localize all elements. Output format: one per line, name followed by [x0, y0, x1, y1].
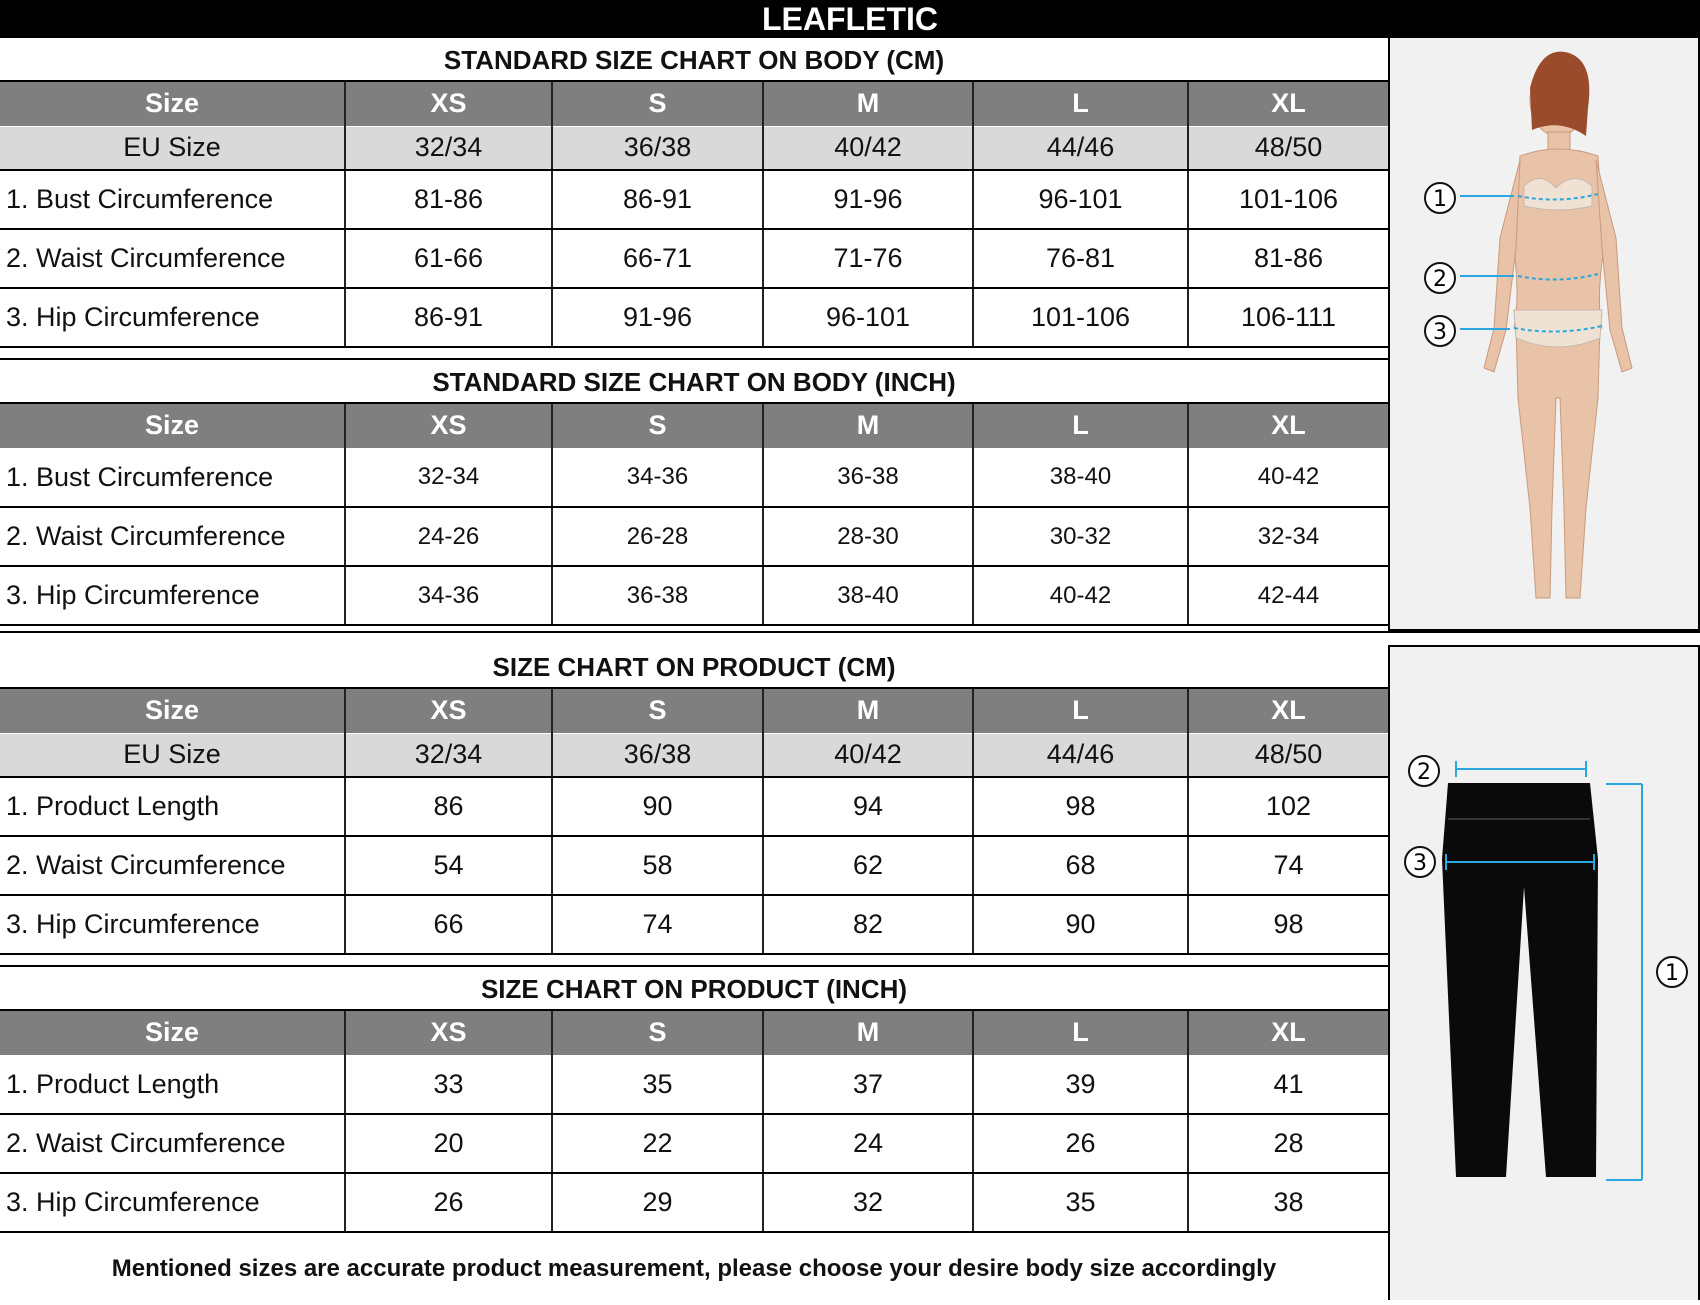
table-cell: 36-38	[552, 566, 763, 625]
header-cell: XL	[1188, 82, 1388, 126]
header-cell: XS	[345, 1011, 552, 1055]
header-cell: L	[973, 1011, 1188, 1055]
header-cell: S	[552, 689, 763, 733]
table-row	[0, 895, 1388, 954]
table-cell: 96-101	[973, 170, 1188, 229]
marker-3-label: 3	[1433, 320, 1447, 345]
header-cell: Size	[0, 689, 345, 733]
table-cell: 28-30	[763, 507, 973, 566]
table-cell: 28	[1188, 1114, 1388, 1173]
table-cell: 41	[1188, 1055, 1388, 1114]
header-cell: Size	[0, 82, 345, 126]
body-charts	[0, 38, 1388, 626]
product-figure-panel	[1388, 645, 1700, 1300]
table-cell: 32-34	[345, 448, 552, 507]
table-row	[0, 777, 1388, 836]
table-cell: 20	[345, 1114, 552, 1173]
table-cell: 26	[345, 1173, 552, 1232]
product-cm-table	[0, 689, 1388, 955]
header-cell: S	[552, 404, 763, 448]
marker-group	[1425, 183, 1455, 346]
table-cell: 22	[552, 1114, 763, 1173]
header-cell: XL	[1188, 1011, 1388, 1055]
marker-1-label: 1	[1665, 961, 1679, 986]
table-row	[0, 170, 1388, 229]
table-cell: 26-28	[552, 507, 763, 566]
table-row	[0, 1055, 1388, 1114]
table-cell: 62	[763, 836, 973, 895]
table-cell: 32	[763, 1173, 973, 1232]
header-cell: L	[973, 689, 1188, 733]
table-cell: 29	[552, 1173, 763, 1232]
table-cell: 54	[345, 836, 552, 895]
table-cell: 90	[552, 777, 763, 836]
header-cell: XL	[1188, 689, 1388, 733]
header-cell: M	[763, 82, 973, 126]
row-label: 1. Bust Circumference	[0, 170, 345, 229]
table-cell: 101-106	[1188, 170, 1388, 229]
table-row	[0, 1173, 1388, 1232]
header-cell: XS	[345, 689, 552, 733]
row-label: 1. Bust Circumference	[0, 448, 345, 507]
table-cell: 82	[763, 895, 973, 954]
footer-note: Mentioned sizes are accurate product measurement, please choose your desire body size accordingly	[111, 1255, 1277, 1282]
table-row	[0, 288, 1388, 347]
table-cell: 106-111	[1188, 288, 1388, 347]
header-cell: M	[763, 404, 973, 448]
section-title-product-cm: SIZE CHART ON PRODUCT (CM)	[0, 645, 1388, 689]
table-cell: 38	[1188, 1173, 1388, 1232]
table-cell: 101-106	[973, 288, 1188, 347]
header-row	[0, 404, 1388, 448]
eu-cell: 36/38	[552, 126, 763, 170]
table-row	[0, 836, 1388, 895]
table-row	[0, 1114, 1388, 1173]
section-title-product-inch: SIZE CHART ON PRODUCT (INCH)	[0, 967, 1388, 1011]
table-cell: 24	[763, 1114, 973, 1173]
table-cell: 86	[345, 777, 552, 836]
section-divider	[0, 631, 1700, 633]
header-cell: L	[973, 404, 1188, 448]
eu-cell: 48/50	[1188, 126, 1388, 170]
row-label: 3. Hip Circumference	[0, 1173, 345, 1232]
section-title-body-inch: STANDARD SIZE CHART ON BODY (INCH)	[0, 360, 1388, 404]
brand-title: LEAFLETIC	[0, 0, 1700, 38]
table-cell: 98	[1188, 895, 1388, 954]
eu-cell: EU Size	[0, 126, 345, 170]
body-figure-illustration	[1390, 38, 1698, 629]
eu-cell: 44/46	[973, 733, 1188, 777]
row-label: 3. Hip Circumference	[0, 288, 345, 347]
table-cell: 39	[973, 1055, 1188, 1114]
table-cell: 91-96	[763, 170, 973, 229]
table-row	[0, 229, 1388, 288]
row-label: 1. Product Length	[0, 1055, 345, 1114]
section-title-body-cm: STANDARD SIZE CHART ON BODY (CM)	[0, 38, 1388, 82]
table-cell: 35	[973, 1173, 1188, 1232]
header-cell: M	[763, 689, 973, 733]
spacer	[0, 955, 1388, 967]
eu-cell: 40/42	[763, 733, 973, 777]
eu-cell: 36/38	[552, 733, 763, 777]
spacer	[0, 348, 1388, 360]
header-cell: L	[973, 82, 1188, 126]
row-label: 2. Waist Circumference	[0, 1114, 345, 1173]
table-cell: 38-40	[973, 448, 1188, 507]
table-row	[0, 507, 1388, 566]
table-cell: 94	[763, 777, 973, 836]
table-cell: 81-86	[345, 170, 552, 229]
row-label: 2. Waist Circumference	[0, 507, 345, 566]
table-cell: 36-38	[763, 448, 973, 507]
table-cell: 86-91	[345, 288, 552, 347]
header-cell: M	[763, 1011, 973, 1055]
row-label: 2. Waist Circumference	[0, 229, 345, 288]
marker-2-label: 2	[1433, 267, 1447, 292]
table-cell: 68	[973, 836, 1188, 895]
header-cell: Size	[0, 404, 345, 448]
table-cell: 33	[345, 1055, 552, 1114]
header-cell: XS	[345, 82, 552, 126]
table-cell: 40-42	[1188, 448, 1388, 507]
leggings-illustration	[1390, 647, 1698, 1300]
table-cell: 81-86	[1188, 229, 1388, 288]
header-cell: S	[552, 1011, 763, 1055]
table-cell: 24-26	[345, 507, 552, 566]
eu-cell: 40/42	[763, 126, 973, 170]
eu-size-row	[0, 733, 1388, 777]
header-cell: S	[552, 82, 763, 126]
eu-size-row	[0, 126, 1388, 170]
eu-cell: 32/34	[345, 126, 552, 170]
table-cell: 66	[345, 895, 552, 954]
table-cell: 98	[973, 777, 1188, 836]
table-cell: 74	[1188, 836, 1388, 895]
table-row	[0, 566, 1388, 625]
table-cell: 35	[552, 1055, 763, 1114]
eu-cell: EU Size	[0, 733, 345, 777]
header-cell: Size	[0, 1011, 345, 1055]
table-cell: 61-66	[345, 229, 552, 288]
eu-cell: 32/34	[345, 733, 552, 777]
eu-cell: 48/50	[1188, 733, 1388, 777]
table-cell: 34-36	[345, 566, 552, 625]
table-cell: 102	[1188, 777, 1388, 836]
table-cell: 86-91	[552, 170, 763, 229]
body-cm-table	[0, 82, 1388, 348]
header-row	[0, 82, 1388, 126]
row-label: 1. Product Length	[0, 777, 345, 836]
table-cell: 76-81	[973, 229, 1188, 288]
table-cell: 66-71	[552, 229, 763, 288]
header-row	[0, 1011, 1388, 1055]
table-cell: 74	[552, 895, 763, 954]
table-cell: 58	[552, 836, 763, 895]
brief-shape	[1514, 310, 1602, 347]
table-row	[0, 448, 1388, 507]
body-inch-table	[0, 404, 1388, 626]
table-cell: 26	[973, 1114, 1188, 1173]
product-inch-table	[0, 1011, 1388, 1233]
table-cell: 42-44	[1188, 566, 1388, 625]
row-label: 3. Hip Circumference	[0, 895, 345, 954]
table-cell: 32-34	[1188, 507, 1388, 566]
marker-1-label: 1	[1433, 187, 1447, 212]
table-cell: 37	[763, 1055, 973, 1114]
table-cell: 71-76	[763, 229, 973, 288]
table-cell: 96-101	[763, 288, 973, 347]
marker-2-label: 2	[1417, 760, 1431, 785]
marker-3-label: 3	[1413, 851, 1427, 876]
header-cell: XL	[1188, 404, 1388, 448]
table-cell: 30-32	[973, 507, 1188, 566]
header-row	[0, 689, 1388, 733]
table-cell: 34-36	[552, 448, 763, 507]
table-cell: 38-40	[763, 566, 973, 625]
table-cell: 91-96	[552, 288, 763, 347]
leggings-shape	[1442, 783, 1598, 1177]
row-label: 3. Hip Circumference	[0, 566, 345, 625]
table-cell: 90	[973, 895, 1188, 954]
eu-cell: 44/46	[973, 126, 1188, 170]
table-cell: 40-42	[973, 566, 1188, 625]
header-cell: XS	[345, 404, 552, 448]
product-charts	[0, 645, 1388, 1233]
row-label: 2. Waist Circumference	[0, 836, 345, 895]
body-figure-panel	[1388, 38, 1700, 631]
